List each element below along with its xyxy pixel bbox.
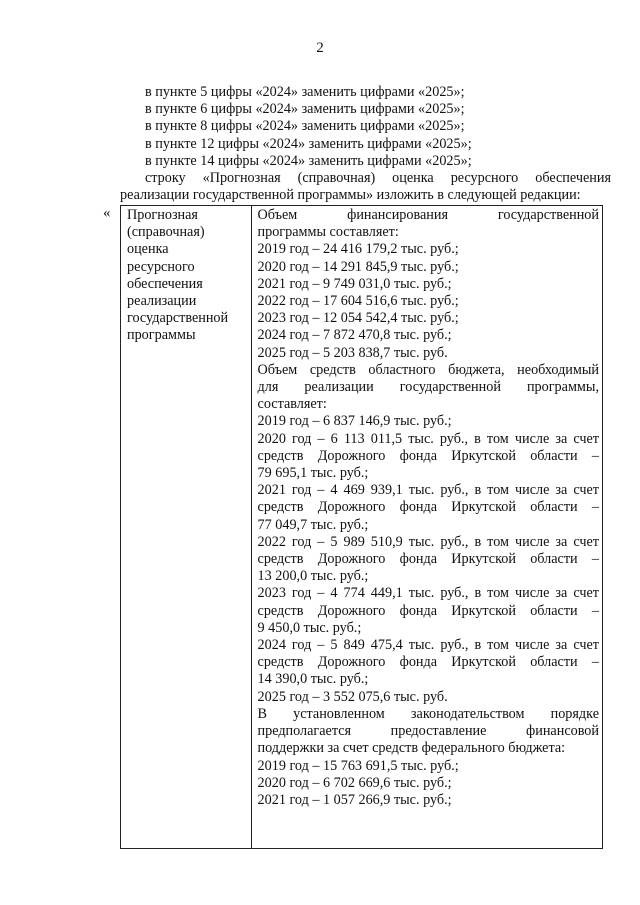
regional-budget-year: 2025 год – 3 552 075,6 тыс. руб. <box>257 688 448 705</box>
regional-budget-year: 2024 год – 5 849 475,4 тыс. руб., в том числе за счет <box>257 637 599 654</box>
total-funding-year: 2022 год – 17 604 516,6 тыс. руб.; <box>257 293 459 310</box>
regional-budget-year: 14 390,0 тыс. руб.; <box>257 671 369 688</box>
regional-budget-year: 2019 год – 6 837 146,9 тыс. руб.; <box>257 413 452 430</box>
federal-support-heading: В установленном законодательством порядке <box>257 705 599 722</box>
row-label-line: оценка <box>127 241 169 258</box>
total-funding-year: 2020 год – 14 291 845,9 тыс. руб.; <box>257 258 459 275</box>
amendment-item: в пункте 14 цифры «2024» заменить цифрами «2025»; <box>145 152 472 169</box>
opening-quote-mark: « <box>103 205 111 221</box>
regional-budget-year: 77 049,7 тыс. руб.; <box>257 516 369 533</box>
regional-budget-year: 79 695,1 тыс. руб.; <box>257 465 369 482</box>
row-label-line: (справочная) <box>127 224 205 241</box>
total-funding-year: 2021 год – 9 749 031,0 тыс. руб.; <box>257 275 452 292</box>
amendment-item: в пункте 6 цифры «2024» заменить цифрами «2025»; <box>145 101 465 118</box>
regional-budget-heading: для реализации государственной программы, <box>257 379 599 396</box>
amendment-item: в пункте 5 цифры «2024» заменить цифрами «2025»; <box>145 84 465 100</box>
regional-budget-year: 2022 год – 5 989 510,9 тыс. руб., в том числе за счет <box>257 533 599 550</box>
regional-budget-year: средств Дорожного фонда Иркутской области – <box>257 602 599 619</box>
regional-budget-year: 13 200,0 тыс. руб.; <box>257 568 369 585</box>
row-label-cell <box>121 206 252 849</box>
regional-budget-year: средств Дорожного фонда Иркутской области – <box>257 654 599 671</box>
regional-budget-year: средств Дорожного фонда Иркутской области – <box>257 447 599 464</box>
row-label-line: Прогнозная <box>127 207 198 223</box>
replacement-instruction-line-1: строку «Прогнозная (справочная) оценка ресурсного обеспечения <box>145 170 611 186</box>
regional-budget-heading: Объем средств областного бюджета, необходимый <box>257 361 599 378</box>
federal-support-heading: поддержки за счет средств федерального бюджета: <box>257 740 566 757</box>
regional-budget-year: 2020 год – 6 113 011,5 тыс. руб., в том числе за счет <box>257 430 599 447</box>
regional-budget-heading: составляет: <box>257 396 327 413</box>
amendment-list <box>145 84 615 170</box>
regional-budget-year: 2023 год – 4 774 449,1 тыс. руб., в том числе за счет <box>257 585 599 602</box>
row-label-line: программы <box>127 327 196 344</box>
amendment-item: в пункте 8 цифры «2024» заменить цифрами «2025»; <box>145 118 465 135</box>
amendment-item: в пункте 12 цифры «2024» заменить цифрами «2025»; <box>145 135 472 152</box>
total-funding-year: 2023 год – 12 054 542,4 тыс. руб.; <box>257 310 459 327</box>
federal-support-year: 2021 год – 1 057 266,9 тыс. руб.; <box>257 791 452 808</box>
total-funding-year: 2025 год – 5 203 838,7 тыс. руб. <box>257 344 448 361</box>
row-label-line: государственной <box>127 310 229 327</box>
total-funding-heading: программы составляет: <box>257 224 399 241</box>
row-label-line: ресурсного <box>127 258 195 275</box>
regional-budget-year: 9 450,0 тыс. руб.; <box>257 619 362 636</box>
regional-budget-year: средств Дорожного фонда Иркутской области – <box>257 499 599 516</box>
federal-support-year: 2020 год – 6 702 669,6 тыс. руб.; <box>257 774 452 791</box>
regional-budget-year: 2021 год – 4 469 939,1 тыс. руб., в том числе за счет <box>257 482 599 499</box>
total-funding-year: 2024 год – 7 872 470,8 тыс. руб.; <box>257 327 452 344</box>
federal-support-year: 2019 год – 15 763 691,5 тыс. руб.; <box>257 757 459 774</box>
table-row <box>121 206 603 849</box>
resource-estimate-table <box>120 205 603 849</box>
replacement-instruction-line-2: реализации государственной программы» изложить в следующей редакции: <box>120 187 581 203</box>
page-number: 2 <box>316 40 324 56</box>
row-label-line: реализации <box>127 293 197 310</box>
total-funding-heading: Объем финансирования государственной <box>257 207 599 223</box>
row-content-cell <box>251 206 602 849</box>
total-funding-year: 2019 год – 24 416 179,2 тыс. руб.; <box>257 241 459 258</box>
row-label-line: обеспечения <box>127 275 203 292</box>
federal-support-heading: предполагается предоставление финансовой <box>257 723 599 740</box>
regional-budget-year: средств Дорожного фонда Иркутской области – <box>257 551 599 568</box>
